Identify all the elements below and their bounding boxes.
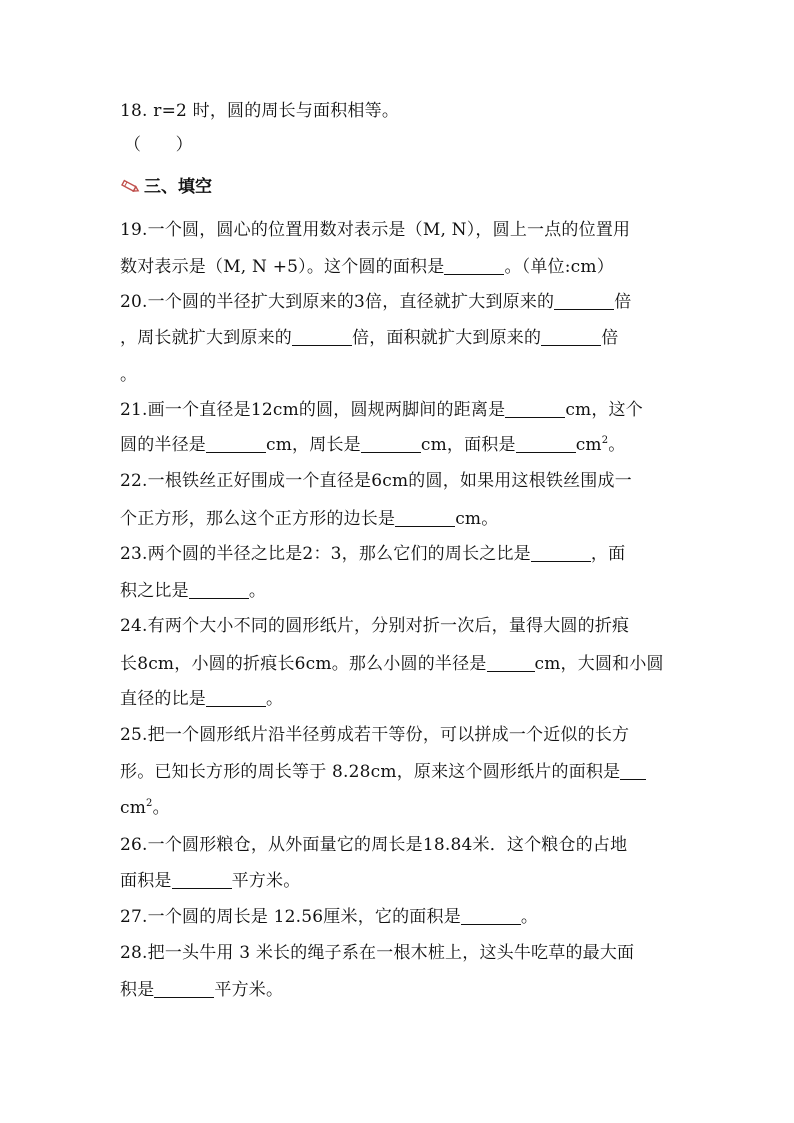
question-20-line-2 [120, 327, 618, 349]
question-28-text: 28.把一头牛用 3 米长的绳子系在一根木桩上，这头牛吃草的最大面 [120, 943, 635, 963]
answer-bracket [124, 134, 193, 156]
question-21-text: cm，这个 [565, 400, 643, 420]
answer-blank[interactable] [531, 545, 591, 562]
question-22-text: 22.一根铁丝正好围成一个直径是6cm的圆，如果用这根铁丝围成一 [120, 471, 632, 491]
question-21-line-1 [120, 399, 643, 421]
question-22-text: 个正方形，那么这个正方形的边长是 [120, 509, 396, 529]
question-20-text: ，周长就扩大到原来的 [120, 328, 292, 348]
question-20-line-1 [120, 291, 631, 313]
question-26-text: 平方米。 [231, 871, 301, 891]
answer-blank[interactable] [206, 436, 266, 453]
question-28-text: 平方米。 [214, 980, 284, 1000]
question-20-text: 倍，面积就扩大到原来的 [352, 328, 542, 348]
answer-blank[interactable] [361, 436, 421, 453]
answer-blank[interactable] [461, 908, 521, 925]
question-24-text: 。 [266, 689, 284, 709]
question-23-line-1 [120, 543, 625, 565]
question-23-text: ，面 [590, 544, 626, 564]
question-21-text: cm，面积是 [420, 435, 516, 455]
question-27-line-1 [120, 906, 538, 928]
question-19-text: 19.一个圆，圆心的位置用数对表示是（M, N），圆上一点的位置用 [120, 220, 631, 240]
question-27-text: 27.一个圆的周长是 12.56厘米，它的面积是 [120, 907, 461, 927]
question-21-line-2 [120, 434, 626, 456]
question-23-line-2 [120, 580, 266, 602]
unit-text: cm [120, 798, 147, 818]
question-20-text: 20.一个圆的半径扩大到原来的3倍，直径就扩大到原来的 [120, 292, 555, 312]
question-21-text: 圆的半径是 [120, 435, 206, 455]
question-24-line-3 [120, 688, 283, 710]
question-18 [120, 100, 399, 122]
question-20-line-3 [120, 364, 137, 386]
question-19-line-1 [120, 219, 630, 241]
question-25-line-3 [120, 797, 170, 819]
question-24-line-1 [120, 615, 629, 637]
answer-blank[interactable] [395, 510, 455, 527]
answer-blank[interactable] [620, 763, 646, 780]
question-19-line-2 [120, 256, 614, 278]
answer-blank[interactable] [541, 329, 601, 346]
answer-blank[interactable] [554, 293, 614, 310]
question-24-text: 24.有两个大小不同的圆形纸片，分别对折一次后，量得大圆的折痕 [120, 616, 630, 636]
question-19-text: 数对表示是（M, N +5）。这个圆的面积是 [120, 257, 445, 277]
question-23-text: 23.两个圆的半径之比是2：3，那么它们的周长之比是 [120, 544, 531, 564]
question-22-line-2 [120, 508, 498, 530]
question-28-text: 积是 [120, 980, 155, 1000]
answer-blank[interactable] [154, 981, 214, 998]
answer-blank[interactable] [505, 401, 565, 418]
question-18-text: 18. r=2 时，圆的周长与面积相等。 [120, 101, 400, 121]
answer-blank[interactable] [292, 329, 352, 346]
superscript: 2 [601, 435, 609, 446]
question-28-line-1 [120, 942, 634, 964]
question-22-text: cm。 [455, 509, 499, 529]
question-21-text: 。 [608, 435, 626, 455]
question-21-text: cm，周长是 [266, 435, 361, 455]
question-23-text: 积之比是 [120, 581, 189, 601]
question-27-text: 。 [520, 907, 539, 927]
question-20-text: 倍 [601, 328, 619, 348]
question-28-line-2 [120, 979, 283, 1001]
answer-bracket-text: （ ） [124, 135, 193, 155]
section-title [120, 176, 212, 201]
question-25-line-2 [120, 761, 646, 783]
question-24-text: 长8cm，小圆的折痕长6cm。那么小圆的半径是 [120, 654, 487, 674]
question-20-text: 。 [120, 365, 138, 385]
question-21-text: 21.画一个直径是12cm的圆，圆规两脚间的距离是 [120, 400, 506, 420]
question-25-line-1 [120, 724, 629, 746]
question-26-line-1 [120, 834, 627, 856]
answer-blank[interactable] [487, 655, 535, 672]
question-25-text: 。 [152, 798, 170, 818]
section-title-text: 三、填空 [144, 177, 212, 197]
superscript: 2 [146, 798, 153, 809]
question-24-line-2 [120, 653, 664, 675]
answer-blank[interactable] [206, 690, 266, 707]
answer-blank[interactable] [444, 258, 504, 275]
answer-blank[interactable] [189, 582, 249, 599]
question-20-text: 倍 [614, 292, 632, 312]
question-25-text: 25.把一个圆形纸片沿半径剪成若干等份，可以拼成一个近似的长方 [120, 725, 630, 745]
answer-blank[interactable] [172, 872, 232, 889]
question-24-text: cm，大圆和小圆 [534, 654, 664, 674]
question-26-text: 26.一个圆形粮仓，从外面量它的周长是18.84米．这个粮仓的占地 [120, 835, 628, 855]
answer-blank[interactable] [516, 436, 576, 453]
question-23-text: 。 [248, 581, 267, 601]
unit-text: cm [575, 435, 602, 455]
question-19-text: 。（单位:cm） [504, 257, 614, 277]
question-25-text: 形。已知长方形的周长等于 8.28cm，原来这个圆形纸片的面积是 [120, 762, 621, 782]
question-22-line-1 [120, 470, 632, 492]
question-26-line-2 [120, 870, 300, 892]
question-26-text: 面积是 [120, 871, 172, 891]
question-24-text: 直径的比是 [120, 689, 206, 709]
pencil-icon [120, 179, 140, 201]
